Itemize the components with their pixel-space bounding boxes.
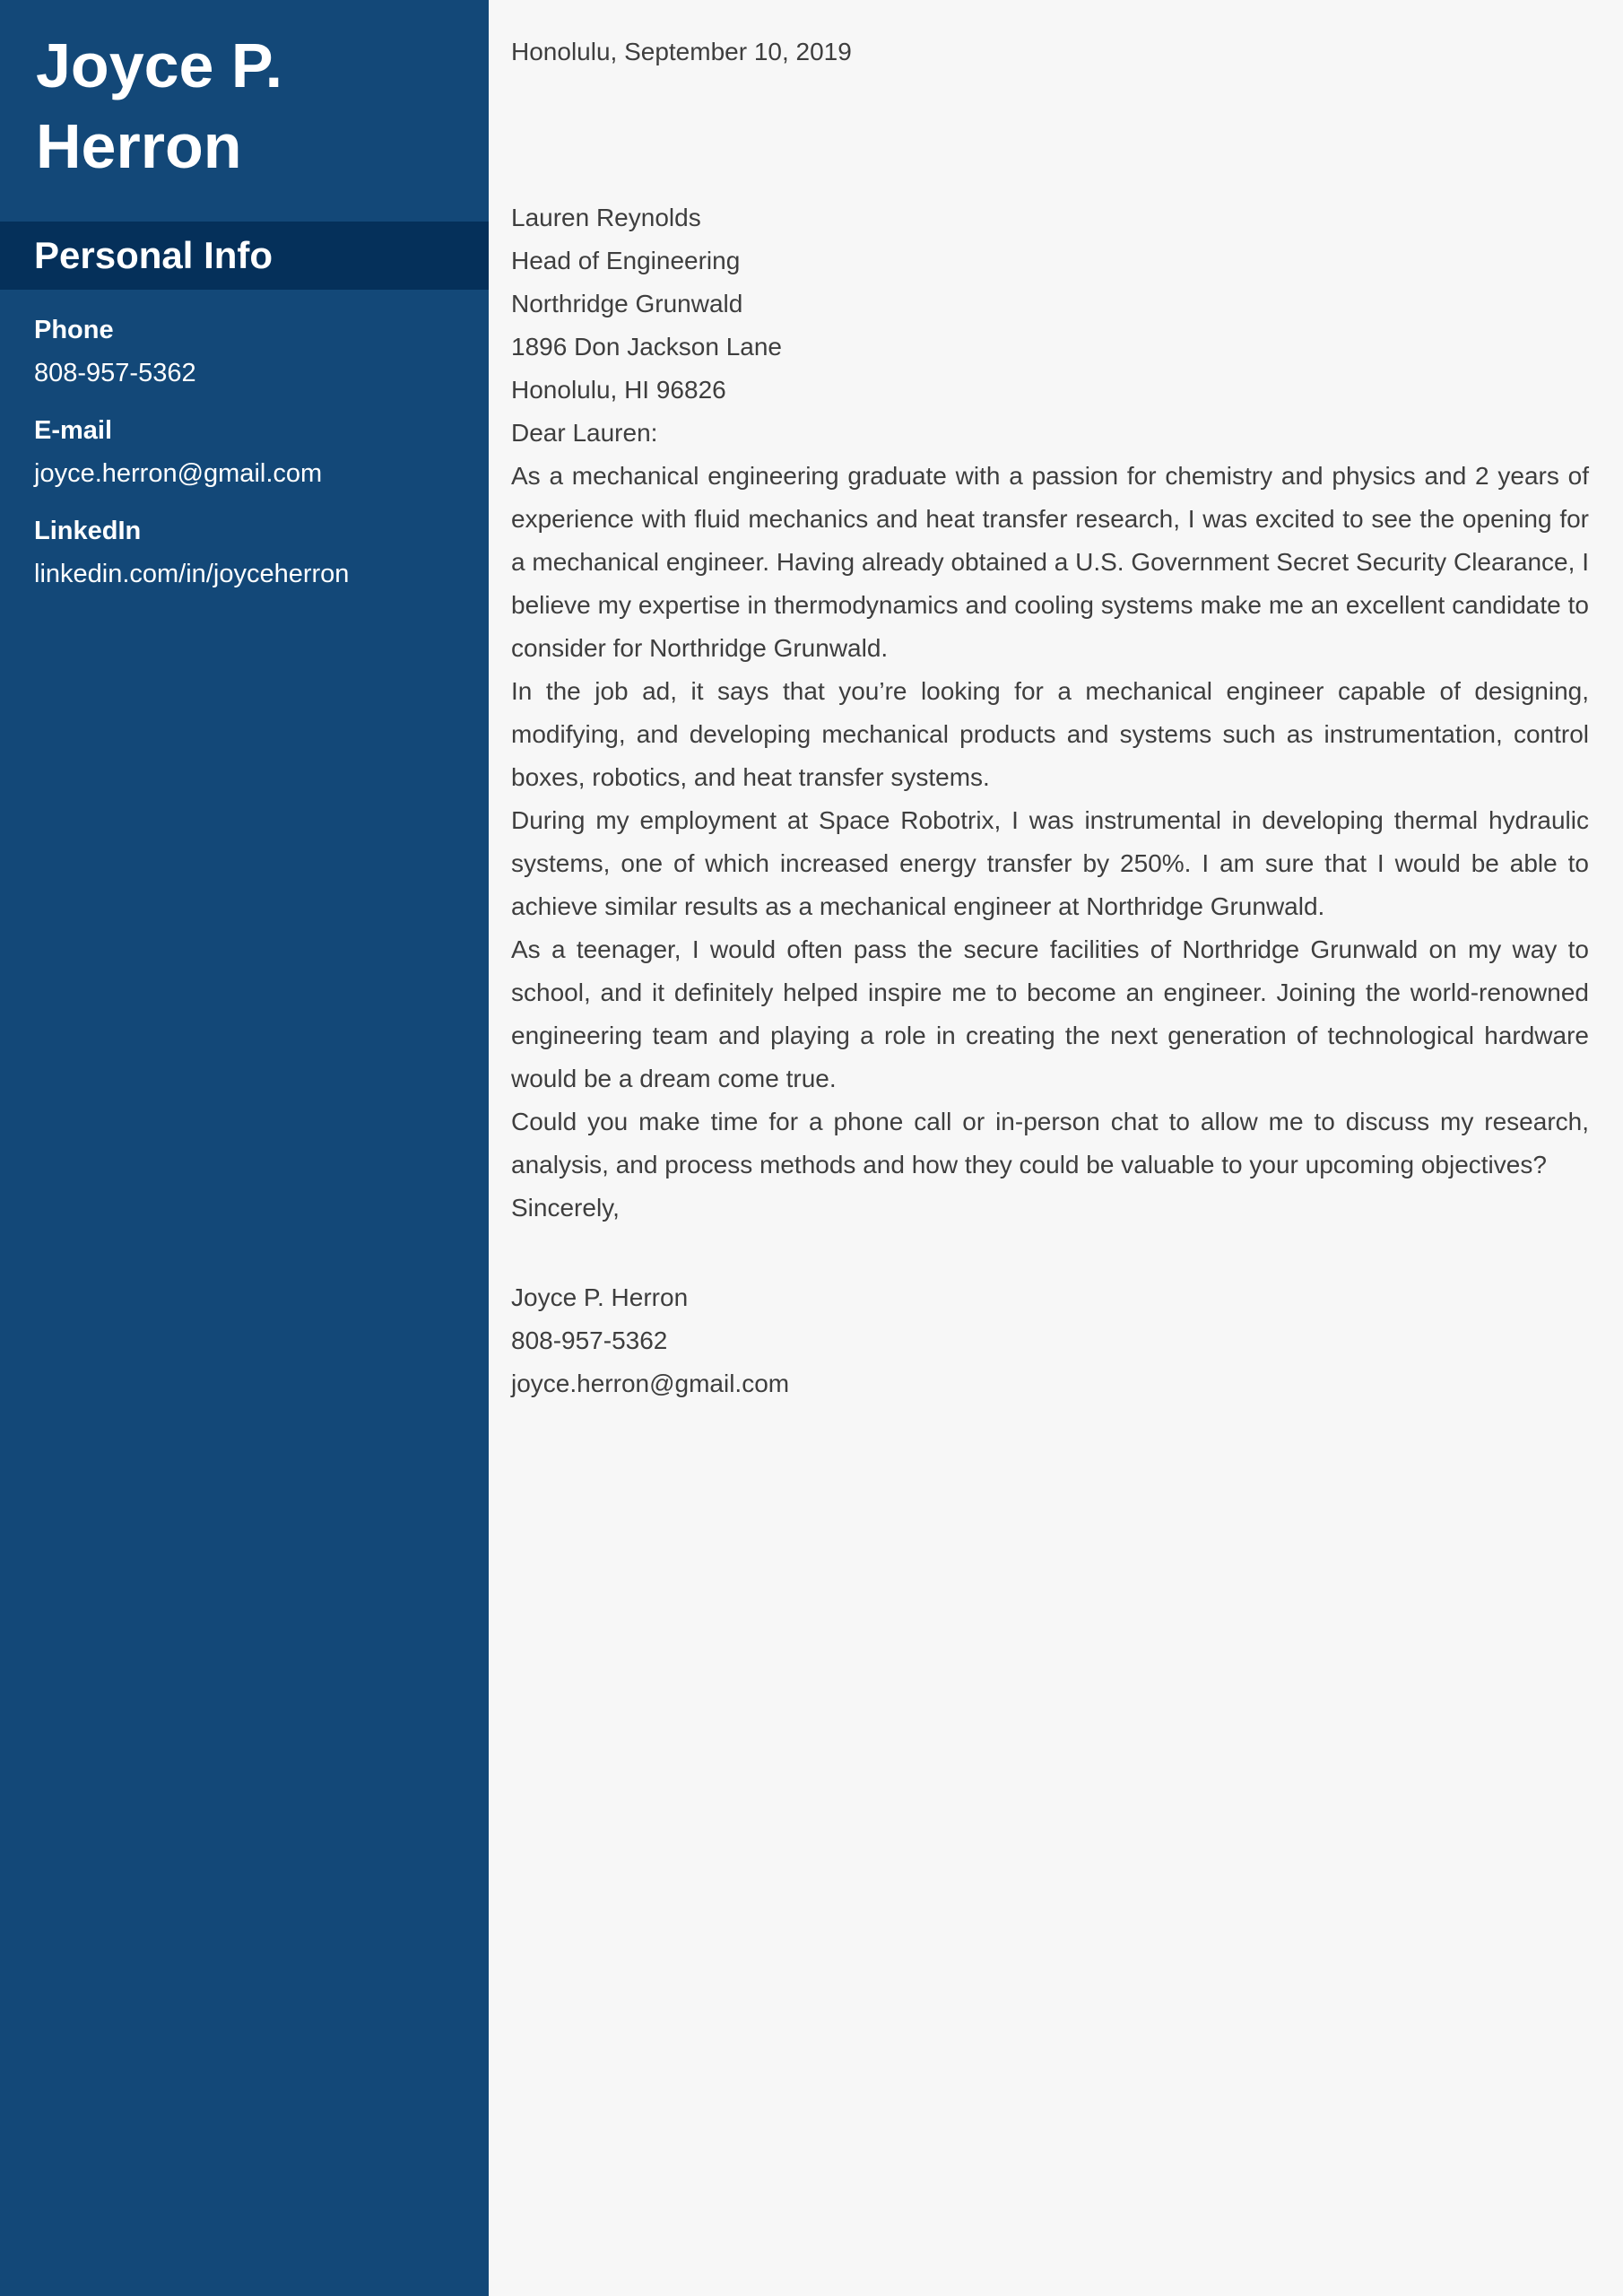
email-label: E-mail (34, 416, 113, 445)
signature-block (511, 1276, 1589, 1405)
recipient-title: Head of Engineering (511, 247, 741, 274)
phone-label: Phone (34, 316, 114, 344)
applicant-name: Joyce P. Herron (36, 30, 283, 181)
recipient-city: Honolulu, HI 96826 (511, 376, 726, 404)
letter-paragraph-3: During my employment at Space Robotrix, I was instrumental in developing thermal hydraulic systems, one of which increased energy transfer by 250%. I am sure that I would be able to achieve similar results as a mechanical engineer at Northridge Grunwald. (511, 806, 1589, 920)
linkedin-label: LinkedIn (34, 517, 142, 545)
letter-body (489, 0, 1623, 2296)
personal-info-fields (0, 290, 489, 589)
personal-info-title: Personal Info (34, 234, 273, 276)
field-email (34, 415, 455, 489)
signature-email: joyce.herron@gmail.com (511, 1370, 790, 1397)
date-line: Honolulu, September 10, 2019 (511, 38, 852, 65)
personal-info-header (0, 222, 489, 290)
letter-paragraph-2: In the job ad, it says that you’re looking for a mechanical engineer capable of designing, modifying, and developing mechanical products and systems such as instrumentation, control boxes, robotics, and heat transfer systems. (511, 677, 1589, 791)
letter-paragraph-1: As a mechanical engineering graduate with a passion for chemistry and physics and 2 years of experience with fluid mechanics and heat transfer research, I was excited to see the opening for a mechanical engineer. Having already obtained a U.S. Government Secret Security Clearance, I believe my expertise in thermodynamics and cooling systems make me an excellent candidate to consider for Northridge Grunwald. (511, 462, 1589, 662)
recipient-street: 1896 Don Jackson Lane (511, 333, 782, 361)
recipient-name: Lauren Reynolds (511, 204, 701, 231)
closing: Sincerely, (511, 1194, 620, 1222)
signature-phone: 808-957-5362 (511, 1326, 668, 1354)
signature-name: Joyce P. Herron (511, 1283, 689, 1311)
letter-paragraph-4: As a teenager, I would often pass the secure facilities of Northridge Grunwald on my way to school, and it definitely helped inspire me to become an engineer. Joining the world-renowned engineering team and playing a role in creating the next generation of technological hardware would be a dream come true. (511, 935, 1589, 1092)
letter-paragraph-5: Could you make time for a phone call or in-person chat to allow me to discuss my research, analysis, and process methods and how they could be valuable to your upcoming objectives? (511, 1108, 1589, 1178)
salutation: Dear Lauren: (511, 419, 658, 447)
field-linkedin (34, 516, 455, 589)
phone-value: 808-957-5362 (34, 359, 196, 387)
field-phone (34, 315, 455, 388)
recipient-company: Northridge Grunwald (511, 290, 743, 317)
recipient-block (511, 196, 1589, 412)
sidebar (0, 0, 489, 2296)
linkedin-value: linkedin.com/in/joyceherron (34, 560, 350, 588)
email-value: joyce.herron@gmail.com (34, 459, 323, 488)
